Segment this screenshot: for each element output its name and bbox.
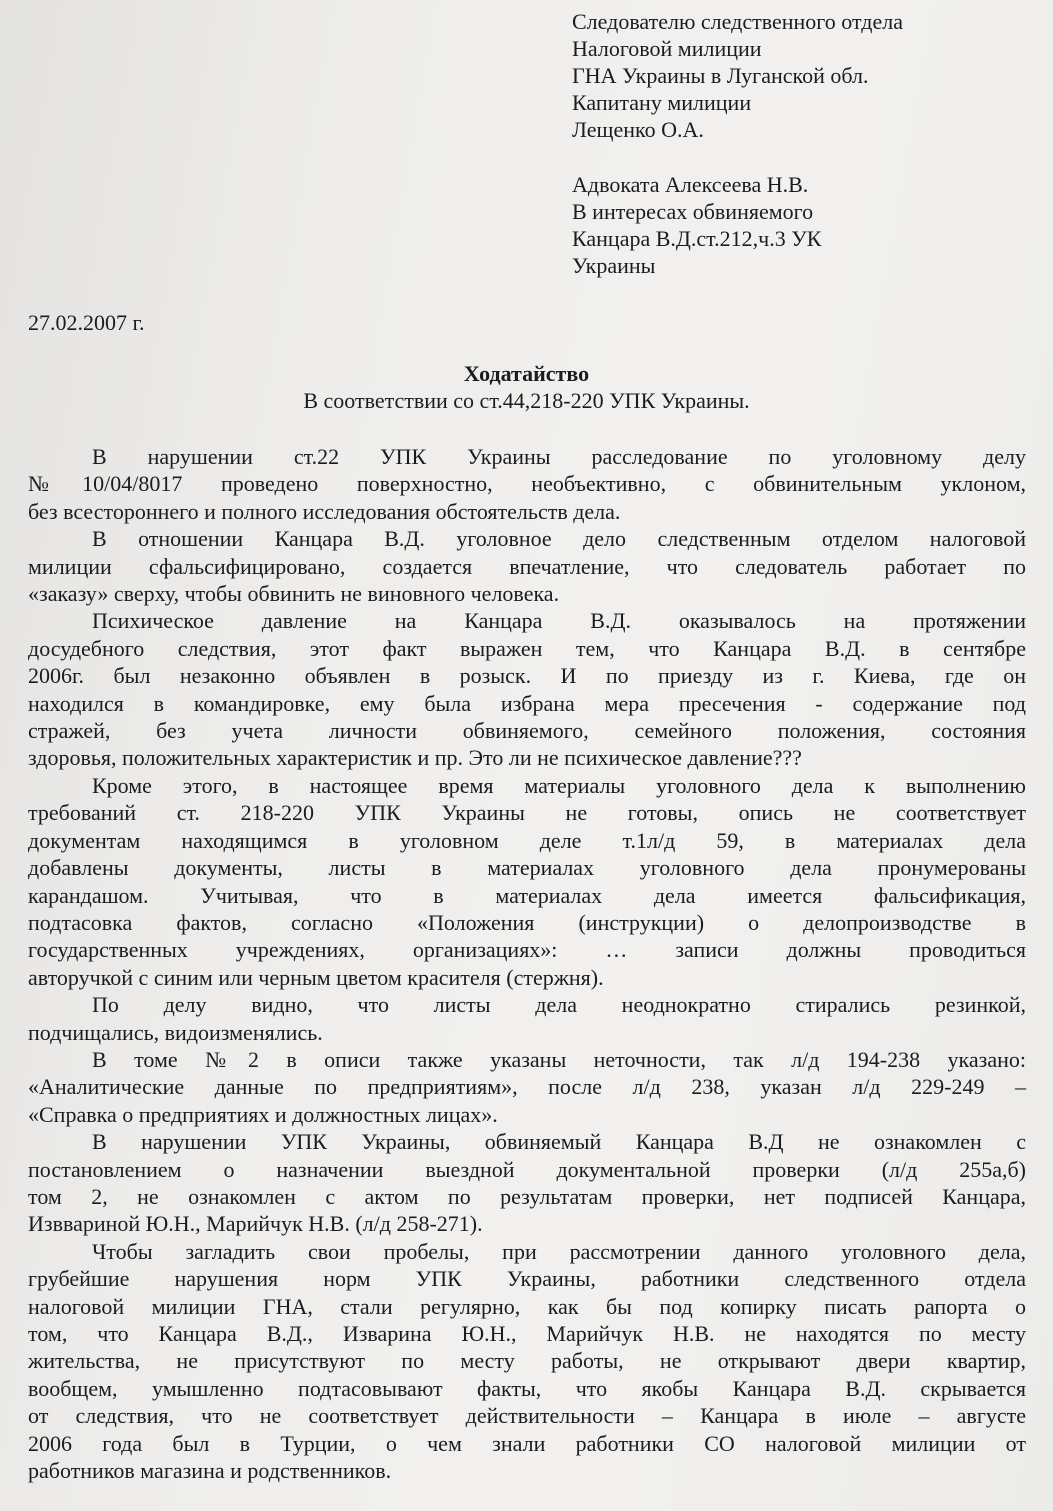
paragraph-line: государственных учреждениях, организациях»: … записи должны проводиться	[28, 937, 1026, 963]
paragraph-line: работников магазина и родственников.	[28, 1458, 392, 1484]
paragraph-line: Чтобы загладить свои пробелы, при рассмотрении данного уголовного дела,	[92, 1238, 1026, 1264]
sender-line: Адвоката Алексеева Н.В.	[572, 172, 809, 197]
paragraph-line: налоговой милиции ГНА, стали регулярно, как бы под копирку писать рапорта о	[28, 1293, 1026, 1319]
paragraph-line: В нарушении УПК Украины, обвиняемый Канцара В.Д не ознакомлен с	[92, 1129, 1026, 1155]
sender-block	[572, 171, 1032, 279]
paragraph-line: авторучкой с синим или черным цветом красителя (стержня).	[28, 964, 604, 990]
paragraph-line: Кроме этого, в настоящее время материалы уголовного дела к выполнению	[92, 772, 1026, 798]
paragraph-line: «заказу» сверху, чтобы обвинить не виновного человека.	[28, 581, 560, 607]
paragraph-line: грубейшие нарушения норм УПК Украины, работники следственного отдела	[28, 1266, 1026, 1292]
addressee-line: ГНА Украины в Луганской обл.	[572, 63, 869, 88]
paragraph-line: том, что Канцара В.Д., Изварина Ю.Н., Марийчук Н.В. не находятся по месту	[28, 1321, 1026, 1346]
body-paragraph	[28, 1238, 1026, 1485]
paragraph-line: По делу видно, что листы дела неоднократно стирались резинкой,	[92, 992, 1026, 1018]
addressee-block	[572, 8, 1032, 143]
paragraph-line: 2006 года был в Турции, о чем знали работники СО налоговой милиции от	[28, 1430, 1026, 1456]
body-paragraph	[28, 772, 1026, 991]
document-subtitle: В соответствии со ст.44,218-220 УПК Украины.	[303, 388, 750, 413]
paragraph-line: документам находящимся в уголовном деле т.1л/д 59, в материалах дела	[28, 827, 1026, 853]
paragraph-line: Психическое давление на Канцара В.Д. оказывалось на протяжении	[92, 608, 1026, 634]
document-title: Ходатайство	[463, 361, 590, 386]
addressee-line: Следователю следственного отдела	[572, 9, 903, 34]
paragraph-line: от следствия, что не соответствует действительности – Канцара в июле – августе	[28, 1403, 1026, 1429]
paragraph-line: милиции сфальсифицировано, создается впечатление, что следователь работает по	[28, 553, 1026, 579]
paragraph-line: без всестороннего и полного исследования обстоятельств дела.	[28, 498, 621, 524]
paragraph-line: подчищались, видоизменялись.	[28, 1019, 323, 1045]
paragraph-line: подтасовка фактов, согласно «Положения (инструкции) о делопроизводстве в	[28, 909, 1026, 935]
sender-line: В интересах обвиняемого	[572, 199, 814, 224]
body-paragraph	[28, 443, 1026, 525]
body-paragraph	[28, 1128, 1026, 1238]
body-paragraph	[28, 525, 1026, 607]
paragraph-line: В томе №2 в описи также указаны неточности, так л/д 194-238 указано:	[92, 1046, 1026, 1072]
sender-line: Украины	[572, 253, 656, 278]
paragraph-line: «Справка о предприятиях и должностных лицах».	[28, 1101, 498, 1127]
paragraph-line: постановлением о назначении выездной документальной проверки (л/д 255а,б)	[28, 1156, 1026, 1182]
paragraph-line: «Аналитические данные по предприятиям», после л/д 238, указан л/д 229-249 –	[28, 1074, 1026, 1100]
addressee-line: Лещенко О.А.	[572, 117, 704, 142]
document-date: 27.02.2007 г.	[28, 310, 145, 335]
paragraph-line: том 2, не ознакомлен с актом по результатам проверки, нет подписей Канцара,	[28, 1183, 1026, 1209]
sender-line: Канцара В.Д.ст.212,ч.3 УК	[572, 226, 822, 251]
paragraph-line: Изввариной Ю.Н., Марийчук Н.В. (л/д 258-271).	[28, 1211, 483, 1237]
addressee-line: Налоговой милиции	[572, 36, 762, 61]
paragraph-line: карандашом. Учитывая, что в материалах дела имеется фальсификация,	[28, 882, 1026, 908]
paragraph-line: добавлены документы, листы в материалах уголовного дела пронумерованы	[28, 855, 1026, 881]
paragraph-line: жительства, не присутствуют по месту работы, не открывают двери квартир,	[28, 1348, 1026, 1374]
addressee-line: Капитану милиции	[572, 90, 752, 115]
body-paragraph	[28, 991, 1026, 1046]
paragraph-line: требований ст. 218-220 УПК Украины не готовы, опись не соответствует	[28, 800, 1026, 826]
body-paragraph	[28, 1046, 1026, 1128]
paragraph-line: №10/04/8017 проведено поверхностно, необъективно, с обвинительным уклоном,	[28, 471, 1026, 497]
paragraph-line: вообщем, умышленно подтасовывают факты, что якобы Канцара В.Д. скрывается	[28, 1375, 1026, 1401]
paragraph-line: В отношении Канцара В.Д. уголовное дело следственным отделом налоговой	[92, 526, 1026, 552]
body-paragraph	[28, 607, 1026, 771]
paragraph-line: В нарушении ст.22 УПК Украины расследование по уголовному делу	[92, 444, 1026, 469]
document-body	[28, 443, 1026, 1484]
paragraph-line: здоровья, положительных характеристик и пр. Это ли не психическое давление???	[28, 745, 802, 771]
paragraph-line: стражей, без учета личности обвиняемого, семейного положения, состояния	[28, 718, 1026, 744]
paragraph-line: 2006г. был незаконно объявлен в розыск. И по приезду из г. Киева, где он	[28, 663, 1026, 689]
paragraph-line: досудебного следствия, этот факт выражен тем, что Канцара В.Д. в сентябре	[28, 635, 1026, 661]
paragraph-line: находился в командировке, ему была избрана мера пресечения - содержание под	[28, 690, 1026, 716]
